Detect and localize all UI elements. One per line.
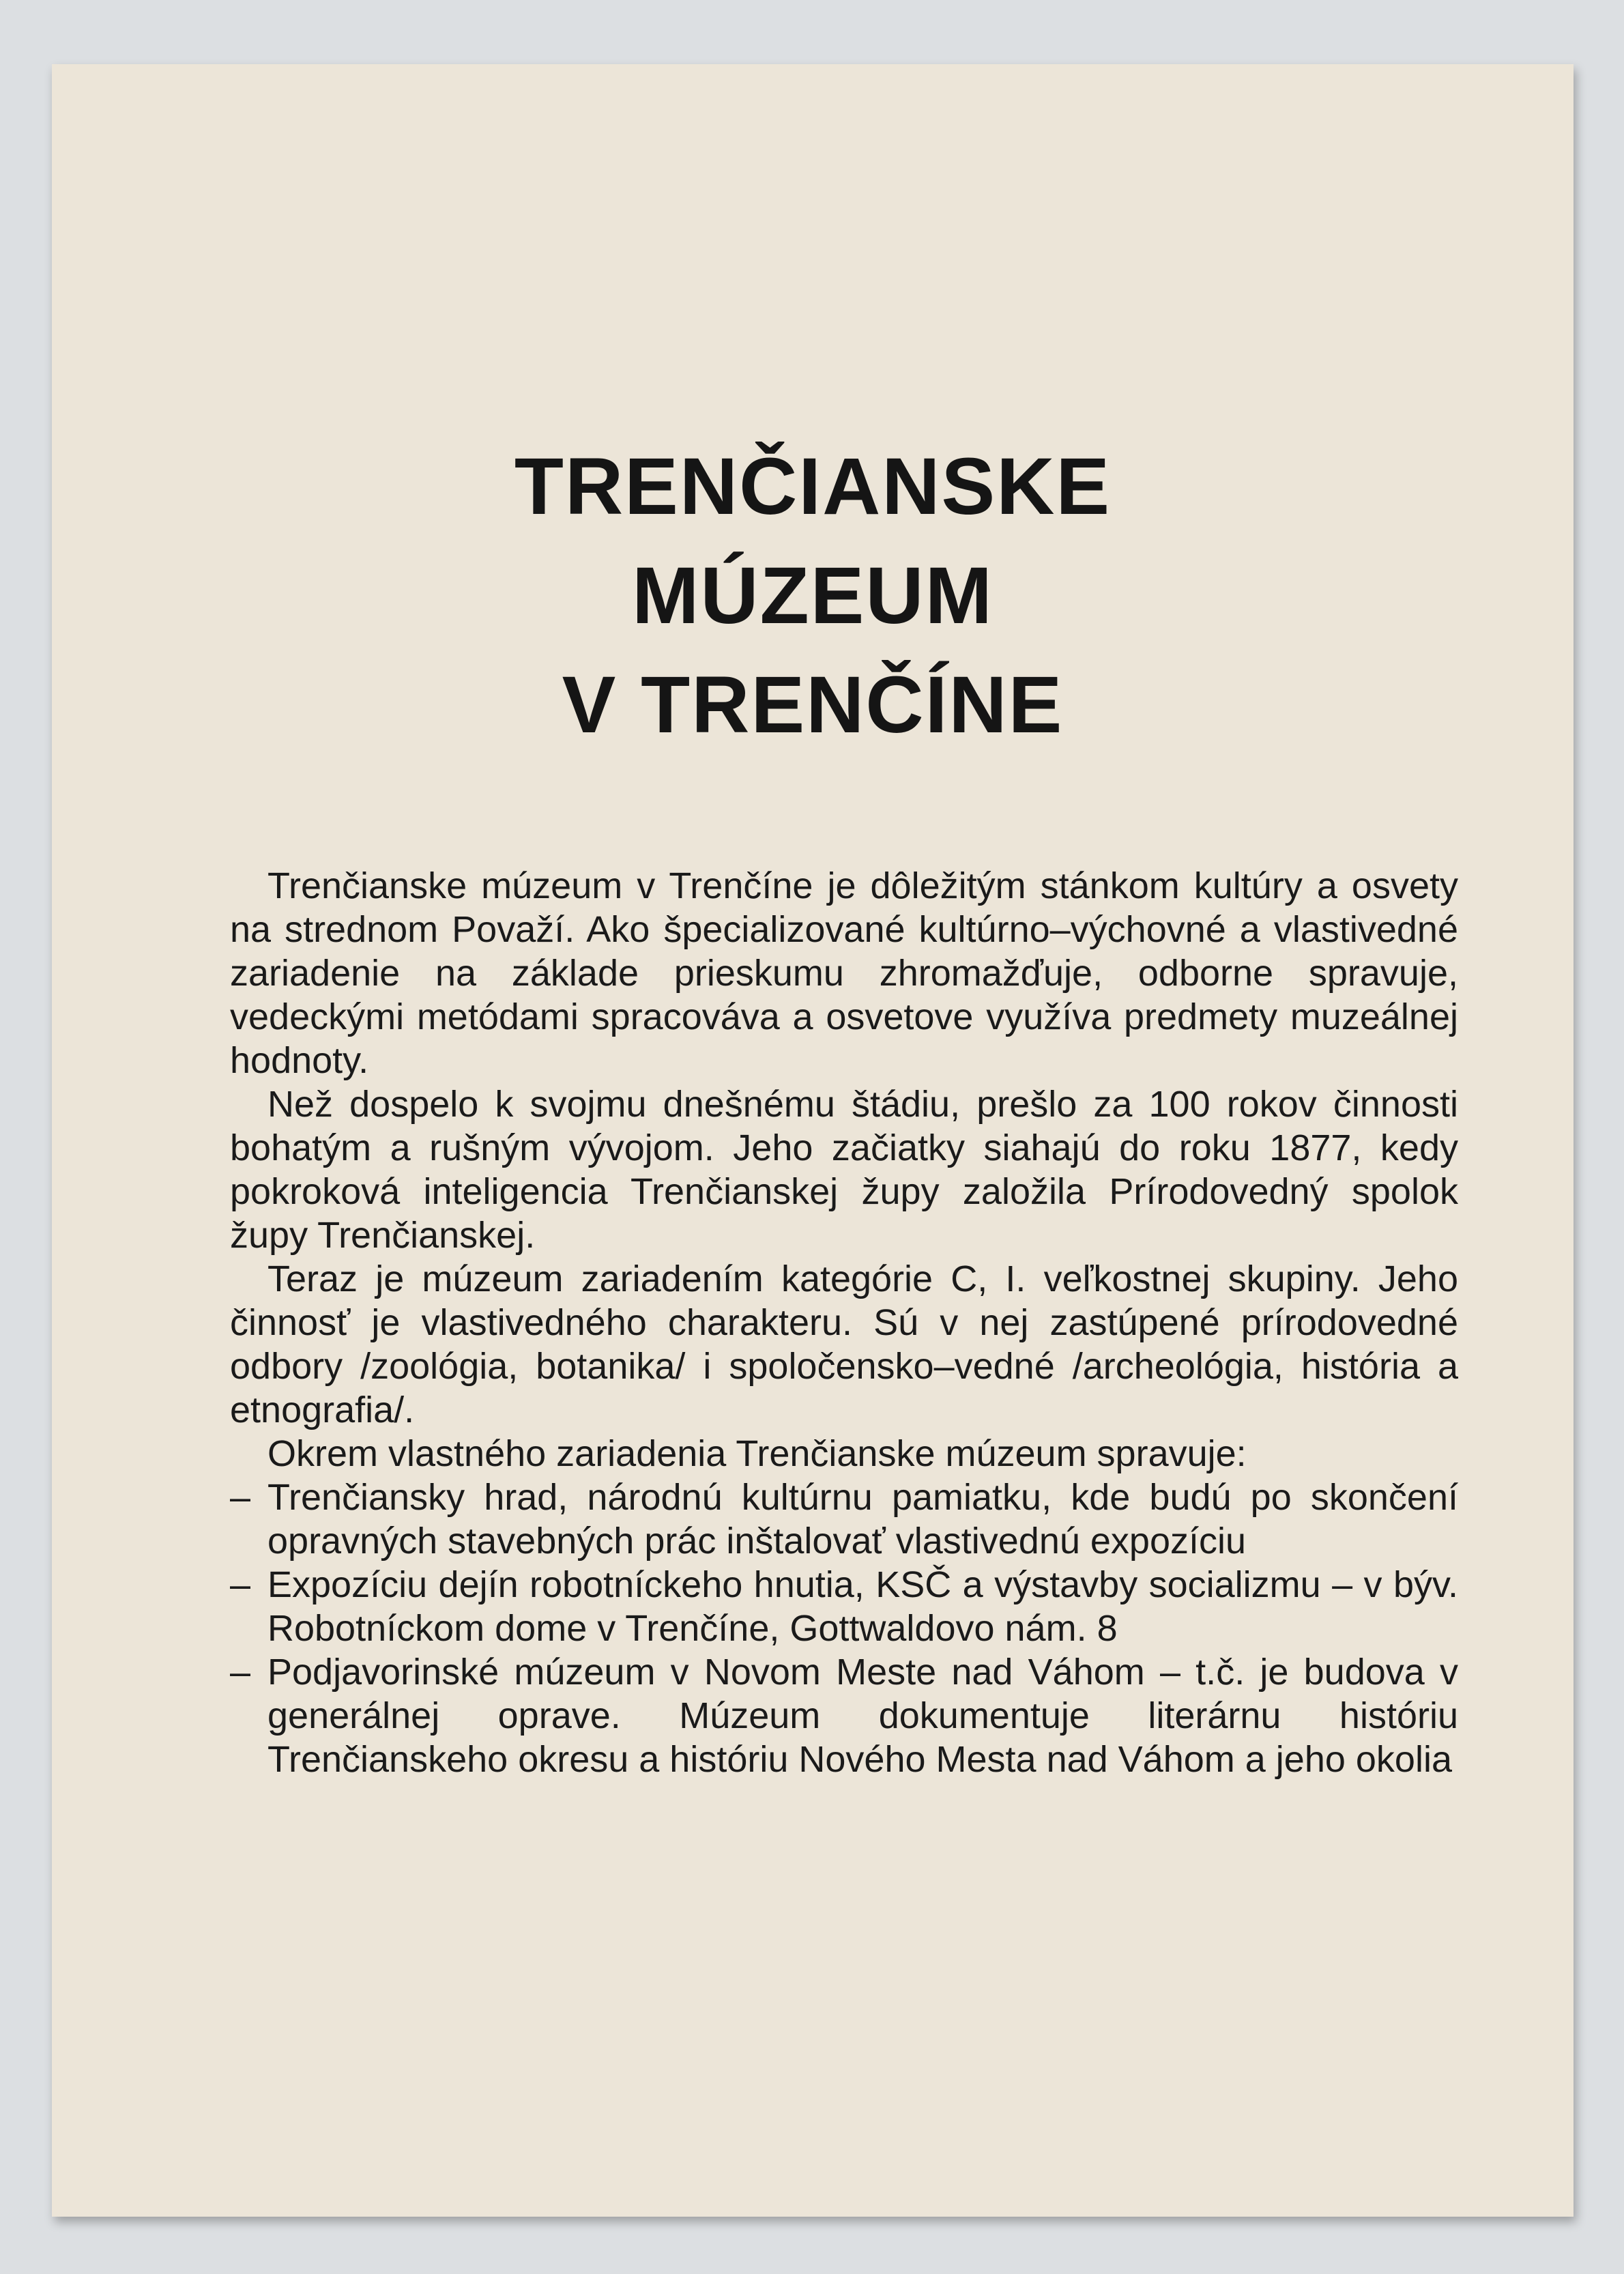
title-line-3: V TRENČÍNE <box>562 660 1064 751</box>
document-title <box>52 432 1574 760</box>
title-line-2: MÚZEUM <box>632 551 994 642</box>
paragraph-history: Než dospelo k svojmu dnešnému štádiu, prešlo za 100 rokov činnosti bohatým a rušným vývojom. Jeho začiatky siahajú do roku 1877, kedy pokroková inteligencia Trenčianskej župy založila Prírodovedný spolok župy Trenčianskej. <box>230 1084 1458 1256</box>
list-item-text: Expozíciu dejín robotníckeho hnutia, KSČ a výstavby socializmu – v býv. Robotníckom dome v Trenčíne, Gottwaldovo nám. 8 <box>267 1564 1458 1649</box>
museum-leaflet-page <box>52 64 1574 2217</box>
list-item-text: Podjavorinské múzeum v Novom Meste nad Váhom – t.č. je budova v generálnej oprave. Múzeum dokumentuje literárnu históriu Trenčianskeho okresu a históriu Nového Mesta nad Váhom a jeho okolia <box>267 1652 1458 1780</box>
list-item <box>230 1650 1458 1781</box>
list-dash: – <box>230 1564 251 1605</box>
list-dash: – <box>230 1477 251 1518</box>
list-item <box>230 1476 1458 1563</box>
paragraph-managed-sites: Okrem vlastného zariadenia Trenčianske múzeum spravuje: <box>267 1433 1247 1474</box>
title-line-1: TRENČIANSKE <box>514 442 1112 532</box>
list-item <box>230 1563 1458 1650</box>
list-item-text: Trenčiansky hrad, národnú kultúrnu pamiatku, kde budú po skončení opravných stavebných prác inštalovať vlastivednú expozíciu <box>267 1477 1458 1561</box>
paragraph-category: Teraz je múzeum zariadením kategórie C, I. veľkostnej skupiny. Jeho činnosť je vlastivedného charakteru. Sú v nej zastúpené prírodovedné odbory /zoológia, botanika/ i spoločensko–vedné /archeológia, história a etnografia/. <box>230 1258 1458 1430</box>
document-body <box>230 864 1458 1781</box>
list-dash: – <box>230 1652 251 1693</box>
paragraph-intro: Trenčianske múzeum v Trenčíne je dôležitým stánkom kultúry a osvety na strednom Považí. Ako špecializované kultúrno–výchovné a vlastivedné zariadenie na základe prieskumu zhromažďuje, odborne spravuje, vedeckými metódami spracováva a osvetove využíva predmety muzeálnej hodnoty. <box>230 865 1458 1081</box>
